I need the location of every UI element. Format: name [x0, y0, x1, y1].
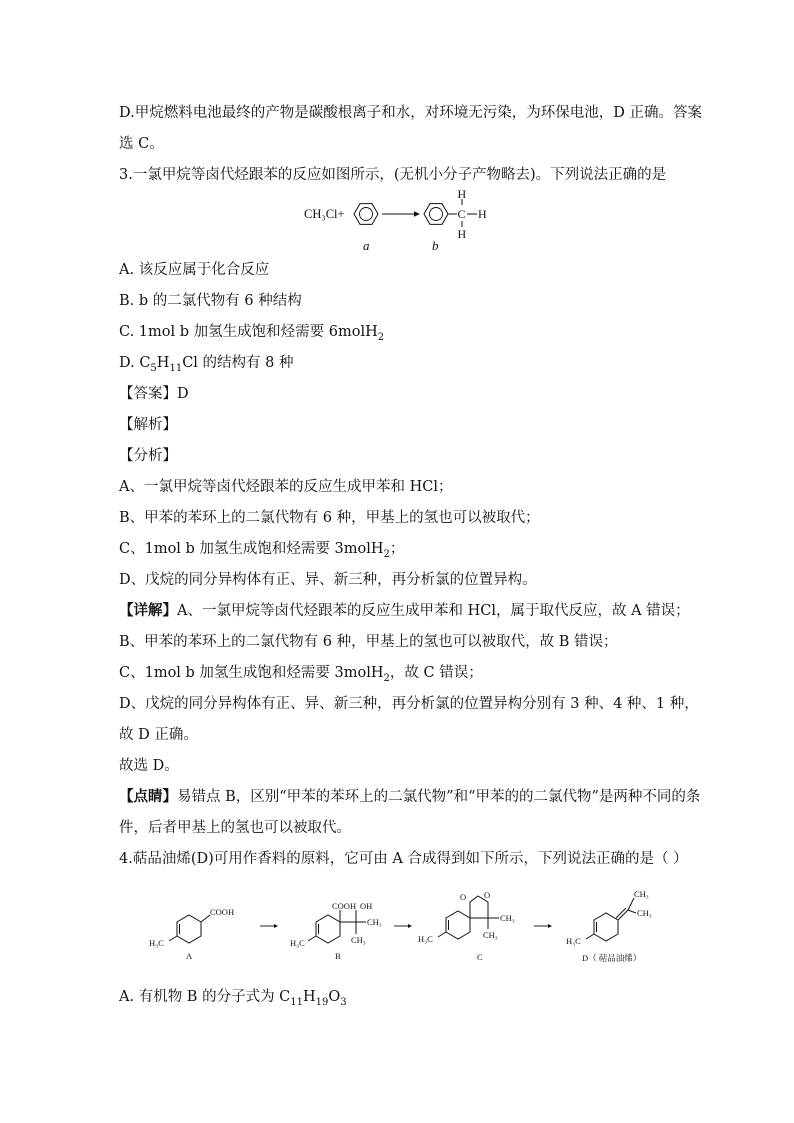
option-b: B. b 的二氯代物有 6 种结构	[119, 293, 302, 309]
option-a: A. 该反应属于化合反应	[119, 262, 270, 278]
question-3-stem: 3.一氯甲烷等卤代烃跟苯的反应如图所示，(无机小分子产物略去)。下列说法正确的是	[119, 167, 667, 183]
reactant-label: CH₃Cl+	[304, 207, 345, 221]
option-c: C. 1mol b 加氢生成饱和烃需要 6molH$_2$	[119, 324, 385, 343]
section-fenxi: 【分析】	[119, 448, 177, 464]
paragraph: D.甲烷燃料电池最终的产物是碳酸根离子和水，对环境无污染，为环保电池，D 正确。答案	[119, 105, 702, 121]
answer: 【答案】D	[119, 386, 189, 402]
reaction-figure-q3	[300, 188, 500, 252]
tip-tag: 【点睛】	[119, 788, 177, 805]
detail-c: C、1mol b 加氢生成饱和烃需要 3molH$_2$，故 C 错误；	[119, 665, 483, 684]
methyl-group: CH₃	[351, 935, 366, 945]
paragraph: 选 C。	[119, 136, 164, 152]
benzene-ring-b	[424, 204, 448, 225]
compound-label-d: D（ 萜品油烯）	[582, 953, 642, 963]
methyl-group: H₃C	[290, 938, 305, 948]
question-4-stem: 4.萜品油烯(D)可用作香料的原料，它可由 A 合成得到如下所示，下列说法正确的是（ ）	[119, 851, 688, 867]
reaction-arrow	[382, 211, 420, 216]
ring-oxygen: O	[484, 890, 491, 900]
conclusion: 故选 D。	[119, 758, 179, 774]
tip-cont: 件，后者甲基上的氢也可以被取代。	[119, 820, 351, 836]
hydrogen-atom: H	[457, 227, 467, 241]
arrow-2	[394, 924, 412, 928]
arrow-1	[260, 924, 278, 928]
methyl-group: H₃C	[149, 938, 164, 948]
detail-b: B、甲苯的苯环上的二氯代物有 6 种，甲基上的氢也可以被取代，故 B 错误；	[119, 634, 618, 650]
synthesis-figure-q4	[142, 882, 682, 972]
compound-label-a: A	[186, 951, 193, 961]
hydrogen-atom: H	[478, 207, 487, 221]
compound-label-b: b	[432, 238, 439, 252]
methyl-group: H₃C	[566, 936, 581, 946]
analysis-a: A、一氯甲烷等卤代烃跟苯的反应生成甲苯和 HCl；	[119, 479, 453, 495]
tip: 【点睛】易错点 B，区别“甲苯的苯环上的二氯代物”和“甲苯的的二氯代物”是两种不同的条	[119, 788, 701, 805]
analysis-b: B、甲苯的苯环上的二氯代物有 6 种，甲基上的氢也可以被取代；	[119, 510, 540, 526]
analysis-c: C、1mol b 加氢生成饱和烃需要 3molH$_2$；	[119, 541, 405, 560]
detail-a: 【详解】A、一氯甲烷等卤代烃跟苯的反应生成甲苯和 HCl，属于取代反应，故 A 错误；	[119, 602, 690, 619]
methyl-group: CH₃	[637, 908, 652, 918]
option-d: D. $C_5H_{11}Cl$ 的结构有 8 种	[119, 355, 294, 374]
option-a: A. 有机物 B 的分子式为 $C_{11}H_{19}O_3$	[119, 989, 347, 1008]
detail-d-cont: 故 D 正确。	[119, 727, 198, 743]
cooh-group: COOH	[332, 901, 357, 911]
compound-label-a: a	[363, 238, 370, 252]
carbonyl-oxygen: O	[460, 892, 467, 902]
analysis-d: D、戊烷的同分异构体有正、异、新三种，再分析氯的位置异构。	[119, 572, 537, 588]
compound-a-structure	[169, 915, 210, 943]
oh-group: OH	[360, 901, 373, 911]
benzene-ring-a	[354, 204, 378, 225]
methyl-group: CH₃	[634, 889, 649, 899]
methyl-group: H₃C	[418, 934, 433, 944]
arrow-3	[534, 924, 552, 928]
methyl-group: CH₃	[367, 917, 382, 927]
compound-label-c: C	[477, 952, 483, 962]
carbon-atom: C	[457, 207, 466, 221]
hydrogen-atom: H	[457, 188, 467, 201]
compound-d-structure	[586, 898, 636, 941]
detail-tag: 【详解】	[119, 602, 177, 619]
compound-label-b: B	[335, 951, 341, 961]
methyl-group: CH₃	[500, 913, 515, 923]
section-jiexi: 【解析】	[119, 417, 177, 433]
cooh-group: COOH	[210, 907, 235, 917]
detail-d: D、戊烷的同分异构体有正、异、新三种，再分析氯的位置异构分别有 3 种、4 种、1 种，	[119, 696, 699, 712]
methyl-group: CH₃	[483, 930, 498, 940]
